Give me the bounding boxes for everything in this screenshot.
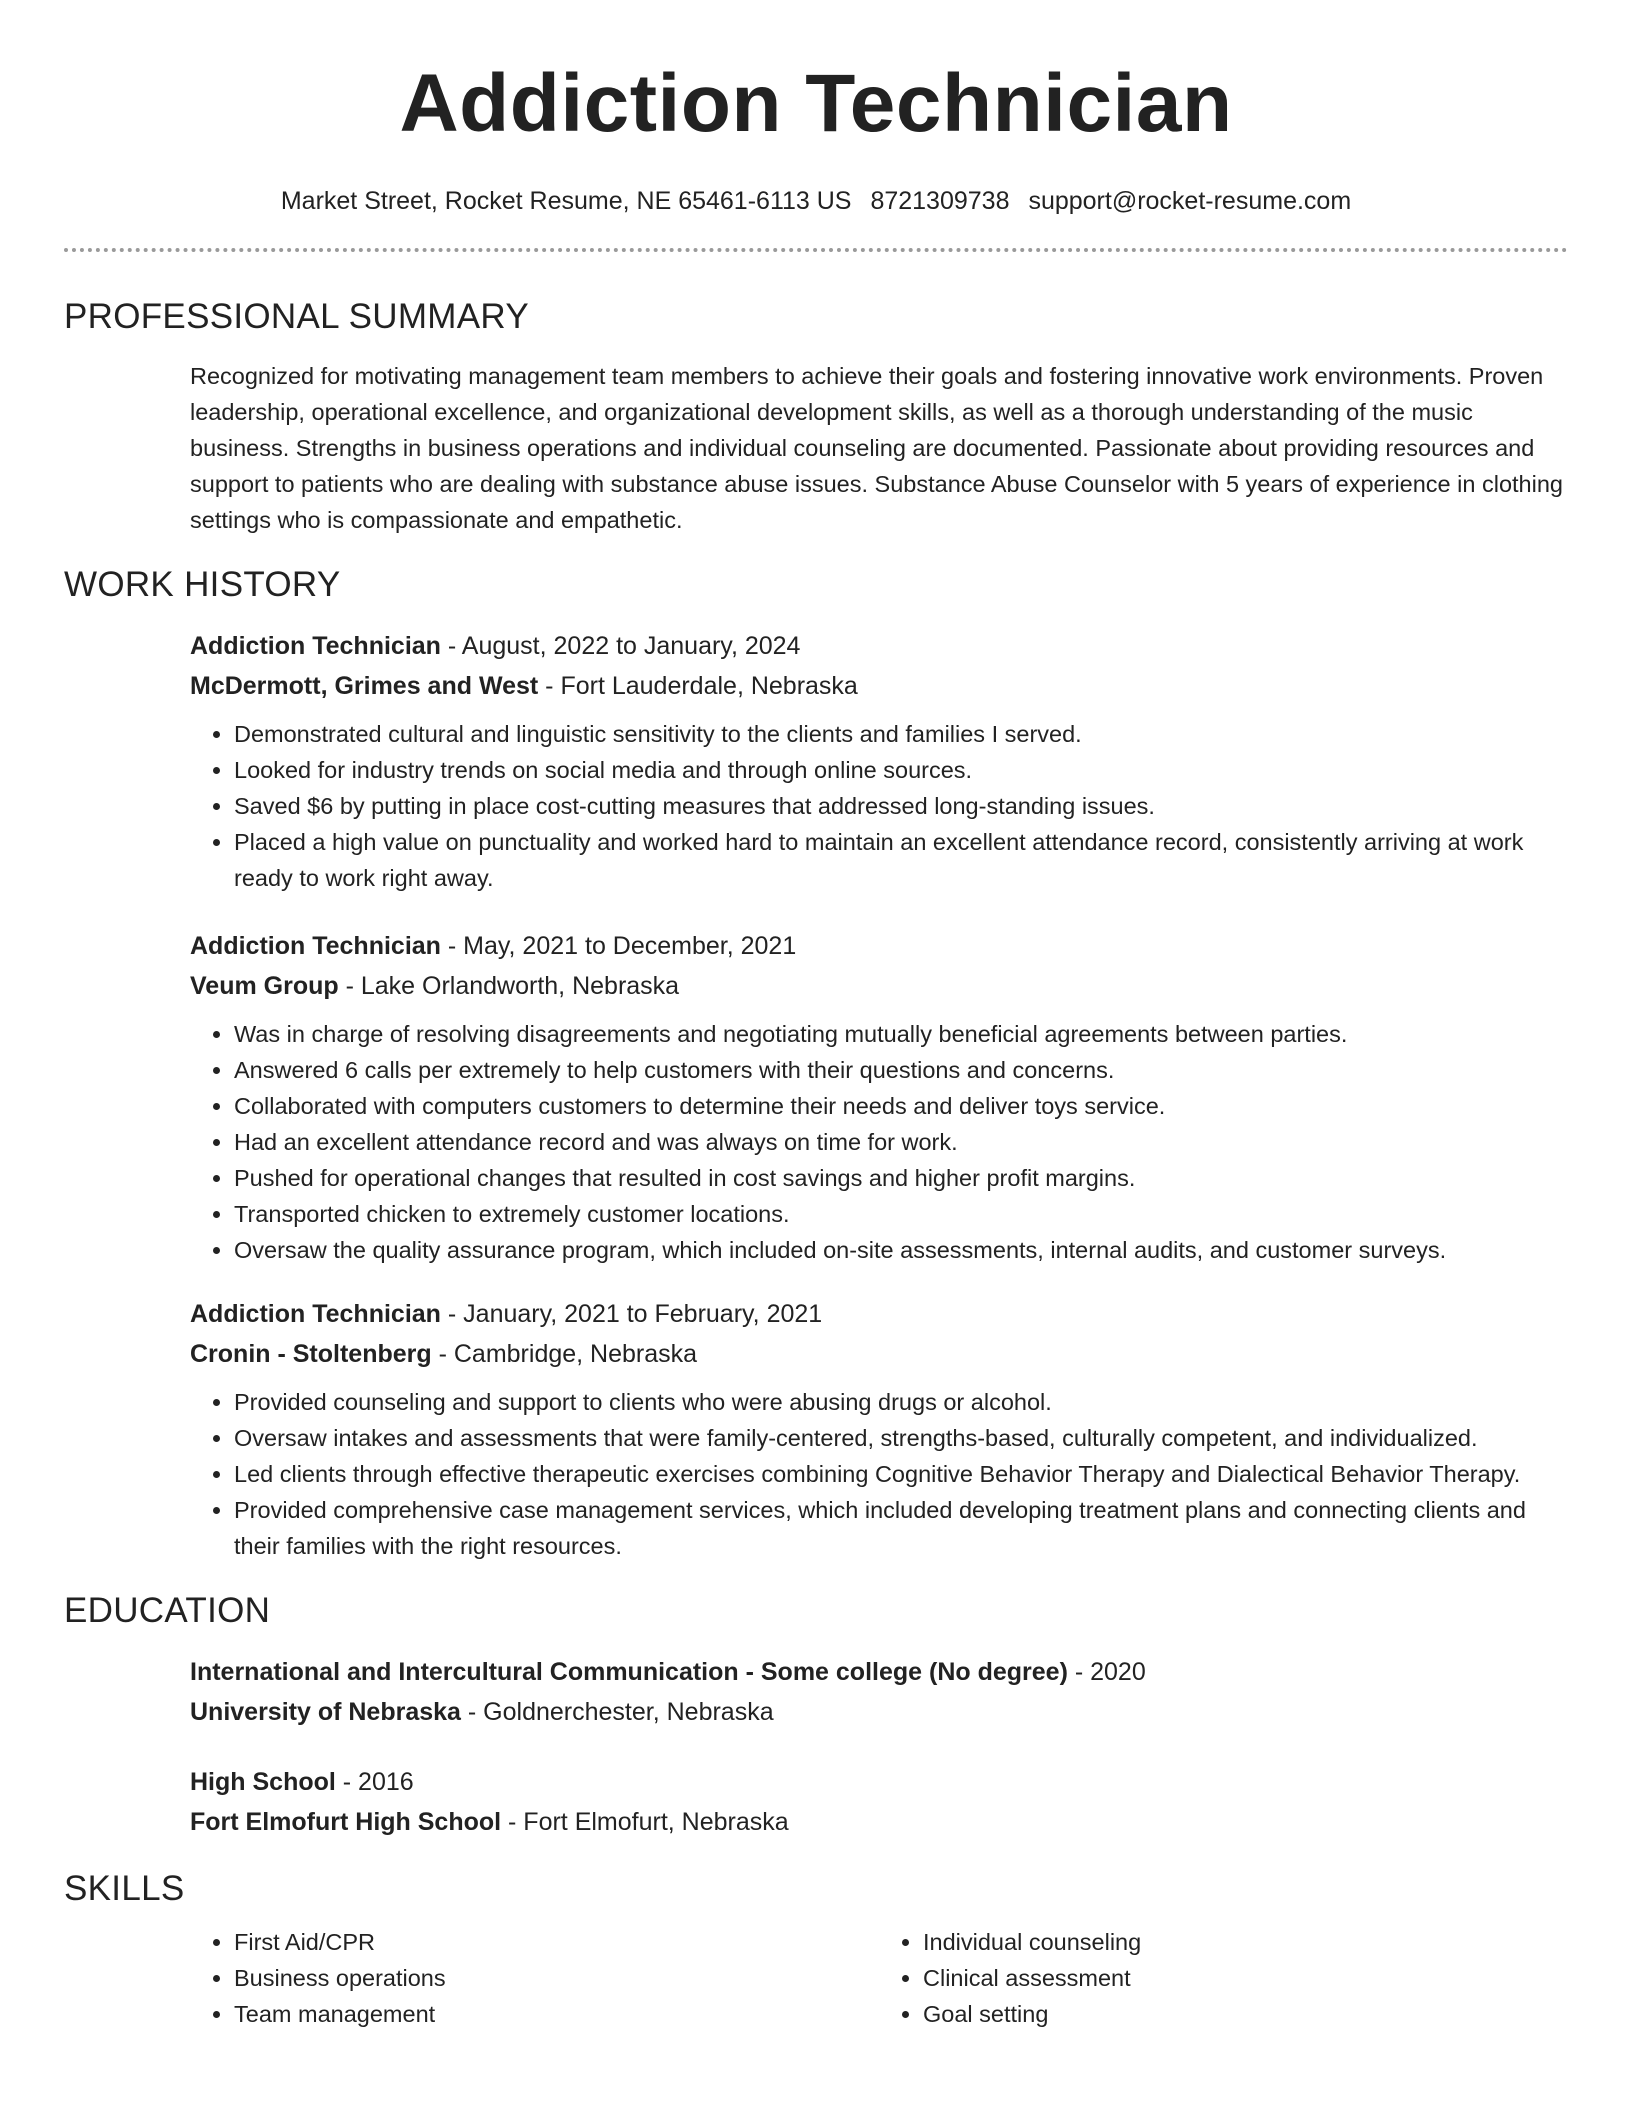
job-entry [190,626,1568,896]
job-company: Veum Group [190,972,339,1000]
skills-columns [64,1924,1568,2032]
job-location: - Cambridge, Nebraska [431,1340,698,1368]
education-school: University of Nebraska [190,1698,461,1726]
contact-email: support@rocket-resume.com [1028,187,1352,215]
job-company-line [190,966,1568,1006]
skill-item: • Individual counseling [923,1924,1568,1960]
job-title-line [190,1294,1568,1334]
job-dates: - May, 2021 to December, 2021 [440,932,797,960]
list-item: • Saved $6 by putting in place cost-cutting measures that addressed long-standing issues. [234,788,1568,824]
education-degree: High School [190,1768,336,1796]
work-section [64,564,1568,1564]
education-entry [190,1762,1568,1842]
education-year: - 2016 [335,1768,414,1796]
list-item: • Answered 6 calls per extremely to help customers with their questions and concerns. [234,1052,1568,1088]
summary-text: Recognized for motivating management team members to achieve their goals and fostering innovative work environments. Proven leadership, operational excellence, and organizational development skills, as well as a thorough understanding of the music business. Strengths in business operations and individual counseling are documented. Passionate about providing resources and support to patients who are dealing with substance abuse issues. Substance Abuse Counselor with 5 years of experience in clothing settings who is compassionate and empathetic. [190,363,1563,533]
skill-item: • Team management [234,1996,879,2032]
job-bullets [190,1016,1568,1268]
education-year: - 2020 [1067,1658,1146,1686]
job-entry [190,926,1568,1268]
list-item: • Looked for industry trends on social media and through online sources. [234,752,1568,788]
list-item: • Was in charge of resolving disagreements and negotiating mutually beneficial agreements between parties. [234,1016,1568,1052]
education-section [64,1590,1568,1842]
job-company-line [190,666,1568,706]
education-location: - Fort Elmofurt, Nebraska [501,1808,789,1836]
list-item: • Led clients through effective therapeutic exercises combining Cognitive Behavior Therapy and Dialectical Behavior Therapy. [234,1456,1568,1492]
skills-list-right [879,1924,1568,2032]
education-school-line [190,1802,1568,1842]
summary-section [64,296,1568,538]
list-item: • Had an excellent attendance record and was always on time for work. [234,1124,1568,1160]
job-dates: - January, 2021 to February, 2021 [440,1300,823,1328]
job-location: - Fort Lauderdale, Nebraska [538,672,858,700]
contact-address: Market Street, Rocket Resume, NE 65461-6113 US [280,187,852,215]
education-title: EDUCATION [64,1591,271,1630]
contact-phone: 8721309738 [870,187,1010,215]
header-divider [64,248,1568,252]
list-item: • Oversaw intakes and assessments that were family-centered, strengths-based, culturally competent, and individualized. [234,1420,1568,1456]
education-location: - Goldnerchester, Nebraska [460,1698,774,1726]
list-item: • Collaborated with computers customers to determine their needs and deliver toys service. [234,1088,1568,1124]
list-item: • Placed a high value on punctuality and worked hard to maintain an excellent attendance record, consistently arriving at work ready to work right away. [234,824,1568,896]
job-title-line [190,926,1568,966]
skill-item: • Goal setting [923,1996,1568,2032]
summary-title: PROFESSIONAL SUMMARY [64,297,529,336]
education-school-line [190,1692,1568,1732]
skills-list-left [190,1924,879,2032]
education-school: Fort Elmofurt High School [190,1808,502,1836]
job-company: Cronin - Stoltenberg [190,1340,432,1368]
list-item: • Transported chicken to extremely customer locations. [234,1196,1568,1232]
skill-item: • Business operations [234,1960,879,1996]
job-title-line [190,626,1568,666]
education-entry [190,1652,1568,1732]
education-degree-line [190,1762,1568,1802]
job-bullets [190,716,1568,896]
contact-line [64,186,1568,216]
skills-section [64,1868,1568,2032]
skill-item: • First Aid/CPR [234,1924,879,1960]
job-dates: - August, 2022 to January, 2024 [440,632,801,660]
job-role: Addiction Technician [190,932,441,960]
education-degree-line [190,1652,1568,1692]
resume-name: Addiction Technician [399,58,1233,149]
list-item: • Pushed for operational changes that resulted in cost savings and higher profit margins. [234,1160,1568,1196]
job-company-line [190,1334,1568,1374]
skills-title: SKILLS [64,1869,185,1908]
job-role: Addiction Technician [190,632,441,660]
list-item: • Demonstrated cultural and linguistic sensitivity to the clients and families I served. [234,716,1568,752]
work-title: WORK HISTORY [64,565,341,604]
job-location: - Lake Orlandworth, Nebraska [338,972,680,1000]
job-entry [190,1294,1568,1564]
job-company: McDermott, Grimes and West [190,672,539,700]
job-bullets [190,1384,1568,1564]
list-item: • Provided counseling and support to clients who were abusing drugs or alcohol. [234,1384,1568,1420]
skill-item: • Clinical assessment [923,1960,1568,1996]
education-degree: International and Intercultural Communication - Some college (No degree) [190,1658,1068,1686]
list-item: • Provided comprehensive case management services, which included developing treatment plans and connecting clients and their families with the right resources. [234,1492,1568,1564]
job-role: Addiction Technician [190,1300,441,1328]
list-item: • Oversaw the quality assurance program, which included on-site assessments, internal audits, and customer surveys. [234,1232,1568,1268]
